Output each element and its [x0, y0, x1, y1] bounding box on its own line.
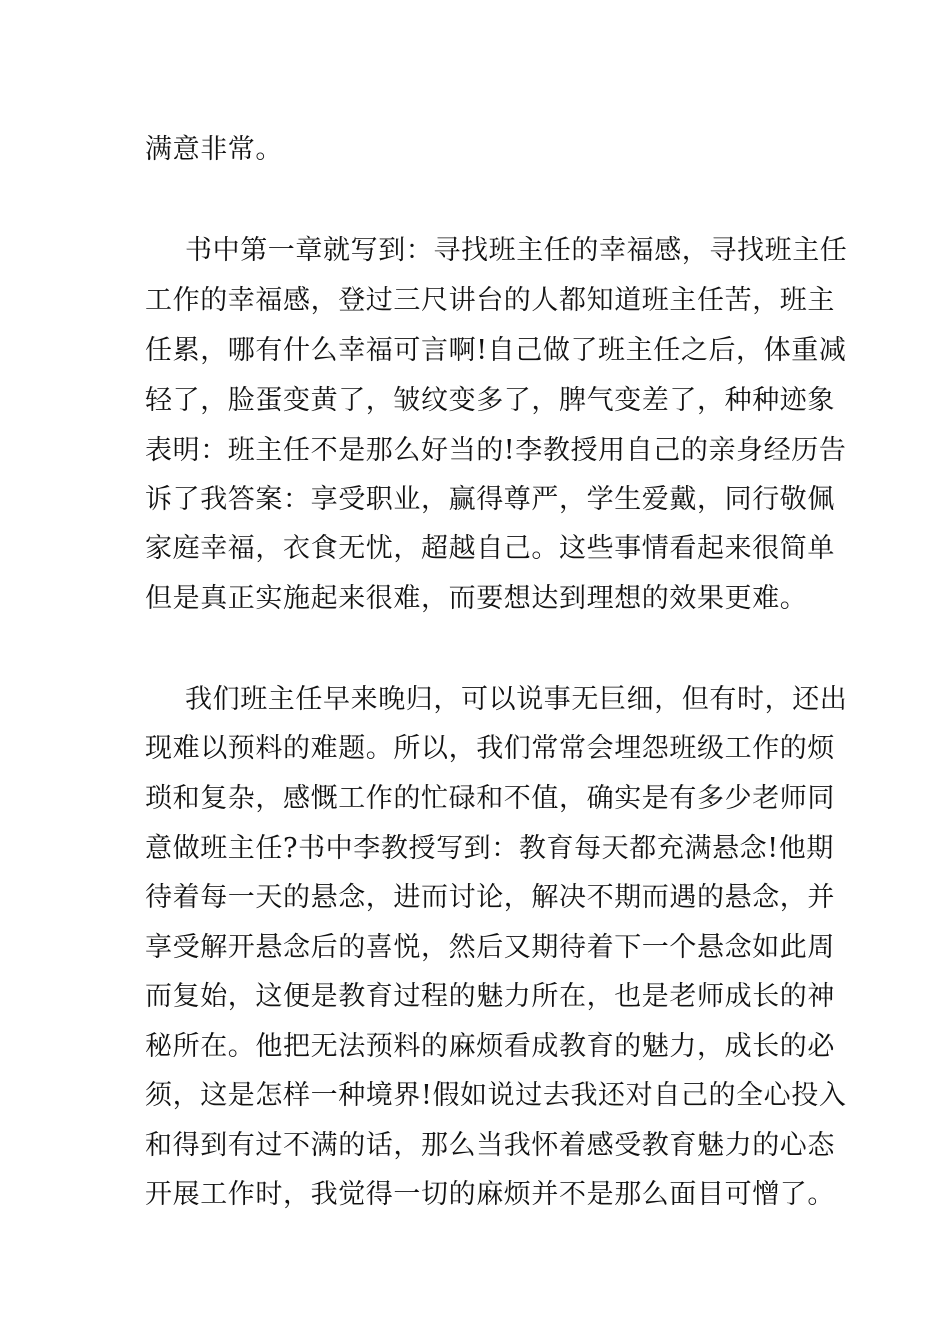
paragraph-2-line-4: 轻了，脸蛋变黄了，皱纹变多了，脾气变差了，种种迹象: [145, 385, 835, 416]
paragraph-2-line-2: 工作的幸福感，登过三尺讲台的人都知道班主任苦，班主: [145, 285, 835, 316]
paragraph-2-line-7: 家庭幸福，衣食无忧，超越自己。这些事情看起来很简单: [145, 533, 835, 564]
paragraph-2-line-3: 任累，哪有什么幸福可言啊!自己做了班主任之后，体重减: [145, 335, 847, 366]
paragraph-3-line-2: 现难以预料的难题。所以，我们常常会埋怨班级工作的烦: [145, 733, 835, 764]
paragraph-3-line-9: 须，这是怎样一种境界!假如说过去我还对自己的全心投入: [145, 1080, 847, 1111]
paragraph-2-line-1: 书中第一章就写到：寻找班主任的幸福感，寻找班主任: [185, 235, 848, 266]
paragraph-2-line-8: 但是真正实施起来很难，而要想达到理想的效果更难。: [145, 583, 808, 614]
paragraph-3-line-8: 秘所在。他把无法预料的麻烦看成教育的魅力，成长的必: [145, 1031, 835, 1062]
paragraph-3-line-4: 意做班主任?书中李教授写到：教育每天都充满悬念!他期: [145, 833, 834, 864]
paragraph-3-line-7: 而复始，这便是教育过程的魅力所在，也是老师成长的神: [145, 981, 835, 1012]
paragraph-3-line-10: 和得到有过不满的话，那么当我怀着感受教育魅力的心态: [145, 1130, 835, 1161]
paragraph-2-line-5: 表明：班主任不是那么好当的!李教授用自己的亲身经历告: [145, 435, 847, 466]
paragraph-3-line-11: 开展工作时，我觉得一切的麻烦并不是那么面目可憎了。: [145, 1179, 835, 1210]
paragraph-3-line-5: 待着每一天的悬念，进而讨论，解决不期而遇的悬念，并: [145, 882, 835, 913]
paragraph-2-line-6: 诉了我答案：享受职业，赢得尊严，学生爱戴，同行敬佩: [145, 484, 835, 515]
paragraph-3-line-1: 我们班主任早来晚归，可以说事无巨细，但有时，还出: [185, 684, 848, 715]
paragraph-3-line-3: 琐和复杂，感慨工作的忙碌和不值，确实是有多少老师同: [145, 783, 835, 814]
paragraph-closing-line: 满意非常。: [145, 134, 283, 165]
paragraph-3-line-6: 享受解开悬念后的喜悦，然后又期待着下一个悬念如此周: [145, 932, 835, 963]
